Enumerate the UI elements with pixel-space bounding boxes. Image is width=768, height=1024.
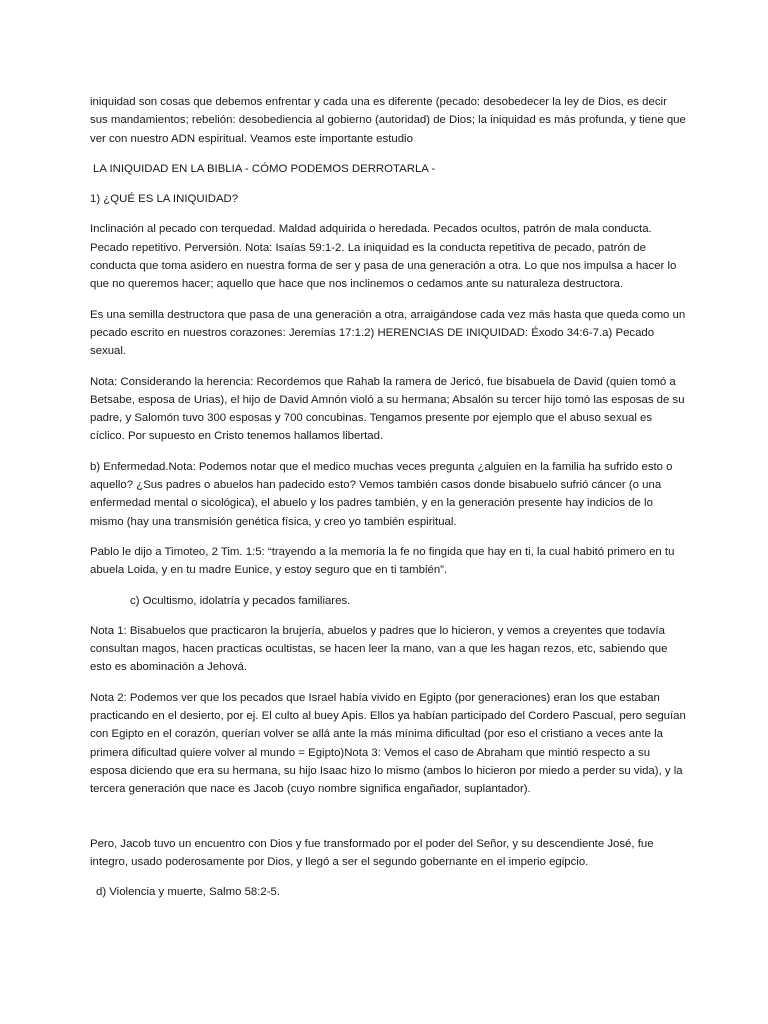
blank-line bbox=[90, 811, 686, 835]
violence-subheading: d) Violencia y muerte, Salmo 58:2-5. bbox=[96, 886, 281, 899]
seed-paragraph: Es una semilla destructora que pasa de una generación a otra, arraigándose cada vez más hasta que queda como un pecado escrito en nuestros corazones: Jeremías 17:1.2) HERENCIAS DE INIQUIDAD: Éxodo 34:6-7.a) Pecado sexual. bbox=[90, 308, 686, 358]
document-page bbox=[90, 93, 686, 913]
illness-paragraph: b) Enfermedad.Nota: Podemos notar que el medico muchas veces pregunta ¿alguien en la familia ha sufrido esto o aquello? ¿Sus padres o abuelos han padecido esto? Vemos también casos donde bisabuelo sufrió cáncer (o una enfermedad mental o sicológica), el abuelo y los padres también, y en la generación presente hay indicios de lo mismo (hay una transmisión genética física, y creo yo también espiritual. bbox=[90, 460, 673, 528]
jacob-paragraph: Pero, Jacob tuvo un encuentro con Dios y fue transformado por el poder del Señor, y su descendiente José, fue integro, usado poderosamente por Dios, y llegó a ser el segundo gobernante en el imperio egipcio. bbox=[90, 837, 654, 868]
intro-paragraph: iniquidad son cosas que debemos enfrentar y cada una es diferente (pecado: desobedecer la ley de Dios, es decir sus mandamientos; rebelión: desobediencia al gobierno (autoridad) de Dios; la iniquidad es más profunda, y tiene que ver con nuestro ADN espiritual. Veamos este importante estudio bbox=[90, 96, 686, 145]
occultism-subheading: c) Ocultismo, idolatría y pecados familiares. bbox=[130, 594, 351, 607]
subheading-what-is-iniquity: 1) ¿QUÉ ES LA INIQUIDAD? bbox=[90, 193, 239, 206]
section-title: LA INIQUIDAD EN LA BIBLIA - CÓMO PODEMOS DERROTARLA - bbox=[93, 162, 436, 175]
note-2-paragraph: Nota 2: Podemos ver que los pecados que Israel había vivido en Egipto (por generaciones) eran los que estaban practicando en el desierto, por ej. El culto al buey Apis. Ellos ya habían participado del Cordero Pascual, pero seguían con Egipto en el corazón, querían volver se allá ante la más mínima dificultad (por eso el cristiano a veces ante la primera dificultad quiere volver al mundo = Egipto)Nota 3: Vemos el caso de Abraham que mintió respecto a su esposa diciendo que era su hermana, su hijo Isaac hizo lo mismo (ambos lo hicieron por miedo a perder su vida), y la tercera generación que nace es Jacob (cuyo nombre significa engañador, suplantador). bbox=[90, 691, 686, 796]
note-heritage-paragraph: Nota: Considerando la herencia: Recordemos que Rahab la ramera de Jericó, fue bisabuela de David (quien tomó a Betsabe, esposa de Urias), el hijo de David Amnón violó a su hermana; Absalón su tercer hijo tomó las esposas de su padre, y Salomón tuvo 300 esposas y 700 concubinas. Tengamos presente por ejemplo que el abuso sexual es cíclico. Por supuesto en Cristo tenemos hallamos libertad. bbox=[90, 375, 685, 443]
definition-paragraph: Inclinación al pecado con terquedad. Maldad adquirida o heredada. Pecados ocultos, patrón de mala conducta. Pecado repetitivo. Perversión. Nota: Isaías 59:1-2. La iniquidad es la conducta repetitiva de pecado, patrón de conducta que toma asidero en nuestra forma de ser y pasa de una generación a otra. Lo que nos impulsa a hacer lo que no queremos hacer; aquello que hace que nos inclinemos o cedamos ante su naturaleza destructora. bbox=[90, 223, 677, 291]
timothy-paragraph: Pablo le dijo a Timoteo, 2 Tim. 1:5: “trayendo a la memoria la fe no fingida que hay en ti, la cual habitó primero en tu abuela Loida, y en tu madre Eunice, y estoy seguro que en ti también”. bbox=[90, 545, 675, 577]
note-1-paragraph: Nota 1: Bisabuelos que practicaron la brujería, abuelos y padres que lo hicieron, y vemos a creyentes que todavía consultan magos, hacen practicas ocultistas, se hacen leer la mano, van a que les hagan rezos, etc, sabiendo que esto es abominación a Jehová. bbox=[90, 624, 668, 674]
